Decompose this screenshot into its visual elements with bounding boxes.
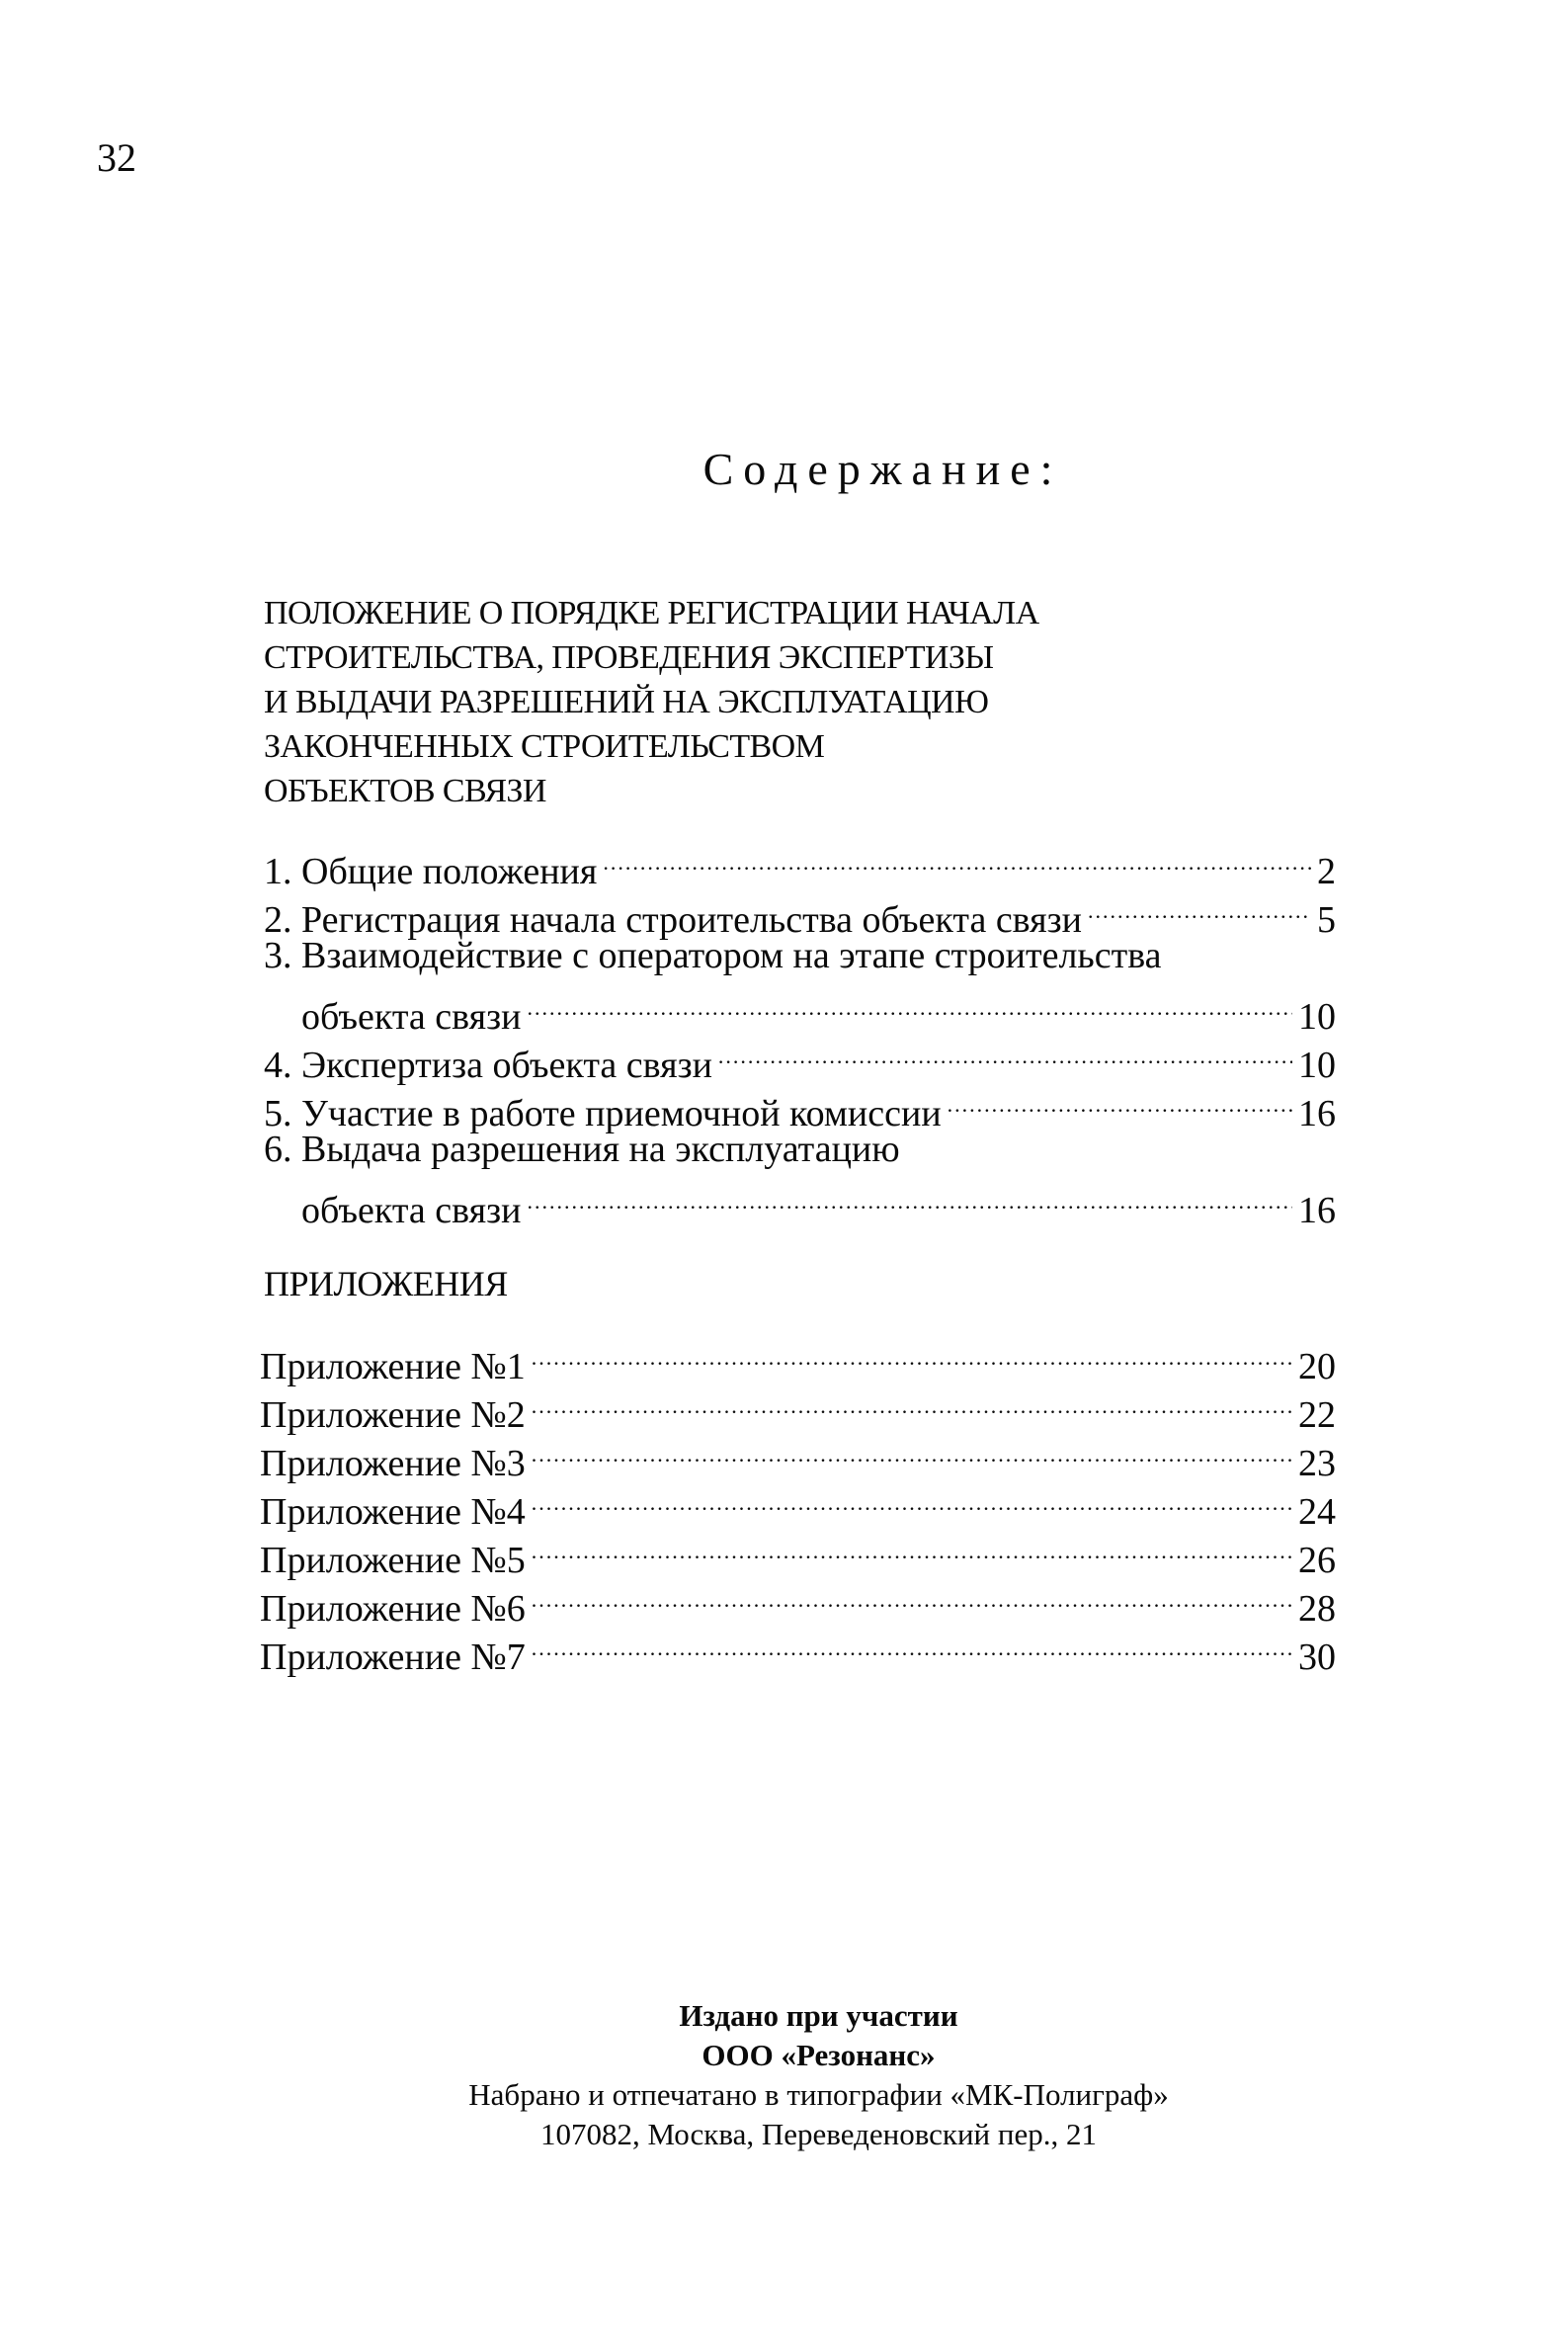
toc-entry-page: 16 (1298, 1093, 1336, 1134)
dot-leader (532, 1379, 1292, 1427)
appendix-label: Приложение №3 (260, 1443, 526, 1484)
imprint-publisher-note: Издано при участии (679, 1998, 958, 2033)
dot-leader (527, 1174, 1292, 1222)
toc-entry-page: 2 (1317, 851, 1336, 892)
dot-leader (718, 1029, 1292, 1077)
appendix-page: 20 (1298, 1346, 1336, 1387)
toc-entry-page: 10 (1298, 996, 1336, 1038)
appendix-list (260, 1330, 1336, 1678)
dot-leader (532, 1572, 1292, 1621)
imprint-address: 107082, Москва, Переведеновский пер., 21 (539, 2117, 1097, 2151)
appendix-page: 22 (1298, 1394, 1336, 1436)
imprint-printer: Набрано и отпечатано в типографии «МК-Полиграф» (468, 2077, 1169, 2112)
imprint-company: ООО «Резонанс» (701, 2038, 936, 2072)
dot-leader (603, 835, 1311, 883)
appendix-page: 28 (1298, 1588, 1336, 1630)
toc-entry-label: 2. Регистрация начала строительства объекта связи (264, 899, 1082, 941)
toc-entry[interactable] (264, 932, 1336, 980)
toc-entry-label: 6. Выдача разрешения на эксплуатацию (264, 1129, 900, 1170)
appendix-label: Приложение №5 (260, 1540, 526, 1581)
section-heading (264, 591, 1252, 813)
dot-leader (532, 1621, 1292, 1669)
toc-entry-page: 10 (1298, 1045, 1336, 1086)
section-heading-line: И ВЫДАЧИ РАЗРЕШЕНИЙ НА ЭКСПЛУАТАЦИЮ (264, 684, 989, 720)
page-number: 32 (97, 135, 136, 180)
dot-leader (1088, 883, 1311, 932)
dot-leader (532, 1475, 1292, 1524)
dot-leader (532, 1524, 1292, 1572)
dot-leader (948, 1077, 1292, 1126)
toc-entry-page: 5 (1317, 899, 1336, 941)
toc-entry-page: 16 (1298, 1190, 1336, 1231)
toc-entry-continuation[interactable] (264, 980, 1336, 1038)
section-heading-line: СТРОИТЕЛЬСТВА, ПРОВЕДЕНИЯ ЭКСПЕРТИЗЫ (264, 639, 994, 676)
appendix-page: 23 (1298, 1443, 1336, 1484)
toc-entry-label: 5. Участие в работе приемочной комиссии (264, 1093, 942, 1134)
appendix-page: 26 (1298, 1540, 1336, 1581)
dot-leader (532, 1330, 1292, 1379)
appendix-label: Приложение №2 (260, 1394, 526, 1436)
appendix-label: Приложение №1 (260, 1346, 526, 1387)
toc-entry-label: объекта связи (301, 1190, 522, 1231)
appendix-heading: ПРИЛОЖЕНИЯ (264, 1264, 508, 1303)
appendix-label: Приложение №6 (260, 1588, 526, 1630)
toc-entry-continuation[interactable] (264, 1174, 1336, 1231)
toc-entry[interactable] (264, 835, 1336, 892)
imprint (0, 1996, 1568, 2154)
toc-entry-label: 4. Экспертиза объекта связи (264, 1045, 712, 1086)
dot-leader (527, 980, 1292, 1029)
toc-title: Содержание: (702, 444, 1063, 494)
toc-entry[interactable] (264, 1126, 1336, 1174)
appendix-page: 30 (1298, 1636, 1336, 1678)
dot-leader (532, 1427, 1292, 1475)
appendix-entry[interactable] (260, 1330, 1336, 1387)
toc-entry-label: объекта связи (301, 996, 522, 1038)
section-heading-line: ЗАКОНЧЕННЫХ СТРОИТЕЛЬСТВОМ (264, 728, 825, 765)
appendix-label: Приложение №4 (260, 1491, 526, 1533)
appendix-label: Приложение №7 (260, 1636, 526, 1678)
appendix-page: 24 (1298, 1491, 1336, 1533)
toc-entries (264, 835, 1336, 1231)
section-heading-line: ОБЪЕКТОВ СВЯЗИ (264, 773, 546, 809)
section-heading-line: ПОЛОЖЕНИЕ О ПОРЯДКЕ РЕГИСТРАЦИИ НАЧАЛА (264, 595, 1039, 631)
toc-entry-label: 3. Взаимодействие с оператором на этапе строительства (264, 935, 1162, 976)
toc-entry-label: 1. Общие положения (264, 851, 598, 892)
